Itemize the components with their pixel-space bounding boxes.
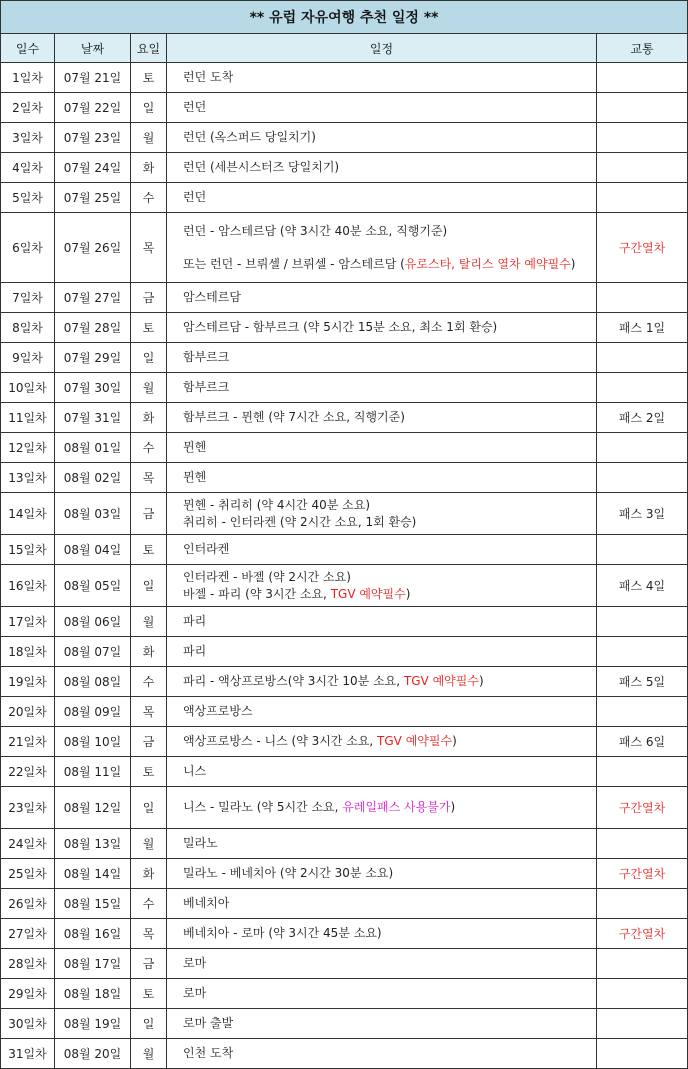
day-cell: 6일차 — [1, 213, 55, 283]
transport-cell: 패스 1일 — [597, 313, 688, 343]
table-row — [1, 565, 688, 607]
weekday-cell: 수 — [131, 889, 167, 919]
highlight-notice: 유레일패스 사용불가 — [342, 800, 451, 814]
plan-text: 인천 도착 — [183, 1046, 234, 1060]
weekday-cell: 금 — [131, 283, 167, 313]
transport-cell — [597, 949, 688, 979]
highlight-warning: TGV 예약필수 — [330, 586, 406, 601]
plan-text: 뮌헨 — [183, 440, 207, 454]
plan-cell — [167, 283, 597, 313]
table-row — [1, 63, 688, 93]
plan-line — [183, 469, 596, 486]
weekday-cell: 목 — [131, 463, 167, 493]
plan-text: 함부르크 — [183, 350, 230, 364]
plan-line — [183, 129, 596, 146]
plan-text: 함부르크 - 뮌헨 (약 7시간 소요, 직행기준) — [183, 410, 405, 424]
plan-line — [183, 586, 596, 603]
day-cell: 27일차 — [1, 919, 55, 949]
day-cell: 11일차 — [1, 403, 55, 433]
date-cell: 08월 05일 — [55, 565, 131, 607]
table-row — [1, 403, 688, 433]
day-cell: 7일차 — [1, 283, 55, 313]
plan-text: 니스 - 밀라노 (약 5시간 소요, — [183, 800, 343, 814]
table-row — [1, 889, 688, 919]
weekday-cell: 일 — [131, 93, 167, 123]
plan-cell — [167, 1009, 597, 1039]
plan-cell — [167, 637, 597, 667]
table-row — [1, 283, 688, 313]
table-row — [1, 607, 688, 637]
plan-line — [183, 223, 596, 240]
date-cell: 08월 03일 — [55, 493, 131, 535]
plan-cell — [167, 373, 597, 403]
table-row — [1, 667, 688, 697]
day-cell: 30일차 — [1, 1009, 55, 1039]
table-row — [1, 757, 688, 787]
plan-line — [183, 1015, 596, 1032]
date-cell: 08월 19일 — [55, 1009, 131, 1039]
table-row — [1, 859, 688, 889]
plan-text: 베네치아 — [183, 896, 230, 910]
transport-cell: 패스 3일 — [597, 493, 688, 535]
weekday-cell: 토 — [131, 313, 167, 343]
plan-line — [183, 703, 596, 720]
plan-line — [183, 985, 596, 1002]
weekday-cell: 화 — [131, 859, 167, 889]
table-row — [1, 463, 688, 493]
date-cell: 07월 30일 — [55, 373, 131, 403]
table-row — [1, 697, 688, 727]
plan-line — [183, 865, 596, 882]
transport-cell — [597, 463, 688, 493]
weekday-cell: 일 — [131, 1009, 167, 1039]
day-cell: 22일차 — [1, 757, 55, 787]
plan-line — [183, 409, 596, 426]
day-cell: 8일차 — [1, 313, 55, 343]
weekday-cell: 금 — [131, 949, 167, 979]
date-cell: 08월 07일 — [55, 637, 131, 667]
plan-text: 런던 (옥스퍼드 당일치기) — [183, 130, 316, 144]
table-title: ** 유럽 자유여행 추천 일정 ** — [1, 1, 688, 34]
highlight-warning: 유로스타, 탈리스 열차 예약필수 — [404, 256, 571, 271]
transport-cell — [597, 63, 688, 93]
plan-line — [183, 1045, 596, 1062]
plan-cell — [167, 343, 597, 373]
date-cell: 08월 01일 — [55, 433, 131, 463]
plan-line — [183, 319, 596, 336]
plan-text: 니스 — [183, 764, 207, 778]
day-cell: 2일차 — [1, 93, 55, 123]
transport-cell — [597, 153, 688, 183]
day-cell: 31일차 — [1, 1039, 55, 1069]
weekday-cell: 화 — [131, 637, 167, 667]
plan-line — [183, 289, 596, 306]
weekday-cell: 목 — [131, 697, 167, 727]
weekday-cell: 월 — [131, 829, 167, 859]
plan-cell — [167, 313, 597, 343]
day-cell: 21일차 — [1, 727, 55, 757]
plan-line — [183, 497, 596, 514]
transport-cell — [597, 697, 688, 727]
date-cell: 08월 18일 — [55, 979, 131, 1009]
day-cell: 4일차 — [1, 153, 55, 183]
date-cell: 08월 04일 — [55, 535, 131, 565]
plan-line — [183, 643, 596, 660]
plan-cell — [167, 153, 597, 183]
plan-cell — [167, 829, 597, 859]
plan-text: ) — [478, 674, 484, 688]
table-row — [1, 123, 688, 153]
date-cell: 08월 17일 — [55, 949, 131, 979]
plan-text: ) — [570, 256, 576, 271]
transport-cell — [597, 979, 688, 1009]
highlight-warning: TGV 예약필수 — [377, 734, 453, 748]
itinerary-rows — [1, 63, 688, 1069]
plan-line — [183, 835, 596, 852]
plan-cell — [167, 757, 597, 787]
plan-text: 파리 - 액상프로방스(약 3시간 10분 소요, — [183, 674, 404, 688]
weekday-cell: 목 — [131, 213, 167, 283]
weekday-cell: 월 — [131, 607, 167, 637]
plan-cell — [167, 433, 597, 463]
day-cell: 20일차 — [1, 697, 55, 727]
weekday-cell: 일 — [131, 787, 167, 829]
day-cell: 28일차 — [1, 949, 55, 979]
plan-line — [183, 541, 596, 558]
table-row — [1, 93, 688, 123]
date-cell: 08월 08일 — [55, 667, 131, 697]
day-cell: 5일차 — [1, 183, 55, 213]
transport-cell: 구간열차 — [597, 859, 688, 889]
plan-text: 런던 — [183, 100, 207, 114]
transport-cell: 구간열차 — [597, 919, 688, 949]
day-cell: 15일차 — [1, 535, 55, 565]
plan-line — [183, 613, 596, 630]
plan-line — [183, 763, 596, 780]
header-transport: 교통 — [597, 34, 688, 63]
plan-text: 밀라노 - 베네치아 (약 2시간 30분 소요) — [183, 866, 394, 880]
transport-cell — [597, 889, 688, 919]
date-cell: 07월 22일 — [55, 93, 131, 123]
plan-text: ) — [450, 800, 456, 814]
date-cell: 08월 11일 — [55, 757, 131, 787]
plan-line — [183, 349, 596, 366]
plan-text: 파리 — [183, 644, 207, 658]
plan-cell — [167, 859, 597, 889]
transport-cell — [597, 535, 688, 565]
plan-cell — [167, 463, 597, 493]
transport-cell: 구간열차 — [597, 213, 688, 283]
plan-text: 암스테르담 — [183, 290, 241, 304]
plan-line — [183, 733, 596, 750]
plan-cell — [167, 919, 597, 949]
plan-cell — [167, 123, 597, 153]
table-row — [1, 433, 688, 463]
plan-cell — [167, 213, 597, 283]
weekday-cell: 월 — [131, 123, 167, 153]
plan-text: 취리히 - 인터라켄 (약 2시간 소요, 1회 환승) — [183, 514, 417, 529]
plan-text: ) — [452, 734, 457, 748]
plan-text: 바젤 - 파리 (약 3시간 소요, — [183, 586, 331, 601]
transport-cell — [597, 373, 688, 403]
transport-cell — [597, 829, 688, 859]
day-cell: 18일차 — [1, 637, 55, 667]
date-cell: 07월 27일 — [55, 283, 131, 313]
table-row — [1, 1009, 688, 1039]
day-cell: 16일차 — [1, 565, 55, 607]
day-cell: 23일차 — [1, 787, 55, 829]
highlight-warning: TGV 예약필수 — [403, 674, 479, 688]
transport-cell — [597, 343, 688, 373]
table-row — [1, 343, 688, 373]
header-day: 일수 — [1, 34, 55, 63]
weekday-cell: 토 — [131, 63, 167, 93]
table-row — [1, 535, 688, 565]
table-row — [1, 727, 688, 757]
day-cell: 24일차 — [1, 829, 55, 859]
plan-line — [183, 799, 596, 816]
date-cell: 08월 09일 — [55, 697, 131, 727]
date-cell: 07월 28일 — [55, 313, 131, 343]
weekday-cell: 토 — [131, 979, 167, 1009]
date-cell: 07월 29일 — [55, 343, 131, 373]
plan-text: 런던 - 암스테르담 (약 3시간 40분 소요, 직행기준) — [183, 223, 448, 238]
date-cell: 08월 12일 — [55, 787, 131, 829]
plan-cell — [167, 93, 597, 123]
plan-line — [183, 256, 596, 273]
header-date: 날짜 — [55, 34, 131, 63]
transport-cell: 패스 6일 — [597, 727, 688, 757]
weekday-cell: 토 — [131, 757, 167, 787]
header-weekday: 요일 — [131, 34, 167, 63]
plan-text: 뮌헨 - 취리히 (약 4시간 40분 소요) — [183, 497, 370, 512]
date-cell: 08월 02일 — [55, 463, 131, 493]
plan-cell — [167, 607, 597, 637]
day-cell: 10일차 — [1, 373, 55, 403]
weekday-cell: 금 — [131, 727, 167, 757]
weekday-cell: 화 — [131, 403, 167, 433]
plan-line — [183, 895, 596, 912]
date-cell: 08월 15일 — [55, 889, 131, 919]
day-cell: 17일차 — [1, 607, 55, 637]
day-cell: 3일차 — [1, 123, 55, 153]
transport-cell: 구간열차 — [597, 787, 688, 829]
transport-cell: 패스 5일 — [597, 667, 688, 697]
day-cell: 9일차 — [1, 343, 55, 373]
date-cell: 07월 26일 — [55, 213, 131, 283]
plan-cell — [167, 403, 597, 433]
plan-text: 또는 런던 - 브뤼셀 / 브뤼셀 - 암스테르담 ( — [183, 256, 405, 271]
table-row — [1, 373, 688, 403]
plan-text: 런던 도착 — [183, 70, 234, 84]
transport-cell — [597, 607, 688, 637]
transport-cell — [597, 183, 688, 213]
transport-cell — [597, 1039, 688, 1069]
table-row — [1, 153, 688, 183]
weekday-cell: 금 — [131, 493, 167, 535]
plan-cell — [167, 493, 597, 535]
plan-cell — [167, 727, 597, 757]
plan-cell — [167, 565, 597, 607]
plan-text: 밀라노 — [183, 836, 218, 850]
day-cell: 12일차 — [1, 433, 55, 463]
date-cell: 07월 23일 — [55, 123, 131, 153]
plan-line — [183, 673, 596, 690]
plan-line — [183, 569, 596, 586]
date-cell: 07월 31일 — [55, 403, 131, 433]
plan-cell — [167, 979, 597, 1009]
plan-cell — [167, 535, 597, 565]
date-cell: 08월 10일 — [55, 727, 131, 757]
plan-cell — [167, 697, 597, 727]
date-cell: 07월 24일 — [55, 153, 131, 183]
weekday-cell: 수 — [131, 183, 167, 213]
date-cell: 08월 20일 — [55, 1039, 131, 1069]
table-row — [1, 213, 688, 283]
day-cell: 14일차 — [1, 493, 55, 535]
plan-line — [183, 379, 596, 396]
plan-text: 액상프로방스 — [183, 704, 253, 718]
weekday-cell: 수 — [131, 667, 167, 697]
plan-cell — [167, 949, 597, 979]
transport-cell — [597, 283, 688, 313]
day-cell: 19일차 — [1, 667, 55, 697]
weekday-cell: 월 — [131, 1039, 167, 1069]
weekday-cell: 목 — [131, 919, 167, 949]
date-cell: 07월 25일 — [55, 183, 131, 213]
weekday-cell: 토 — [131, 535, 167, 565]
weekday-cell: 수 — [131, 433, 167, 463]
date-cell: 08월 14일 — [55, 859, 131, 889]
plan-text: 파리 — [183, 614, 207, 628]
day-cell: 13일차 — [1, 463, 55, 493]
plan-line — [183, 955, 596, 972]
transport-cell — [597, 433, 688, 463]
day-cell: 26일차 — [1, 889, 55, 919]
plan-text: 인터라켄 — [183, 542, 230, 556]
date-cell: 08월 06일 — [55, 607, 131, 637]
table-row — [1, 183, 688, 213]
table-row — [1, 979, 688, 1009]
plan-text: 함부르크 — [183, 380, 230, 394]
plan-text: 뮌헨 — [183, 470, 207, 484]
plan-cell — [167, 889, 597, 919]
plan-line — [183, 159, 596, 176]
plan-cell — [167, 63, 597, 93]
table-row — [1, 637, 688, 667]
weekday-cell: 일 — [131, 343, 167, 373]
plan-text: 로마 출발 — [183, 1016, 234, 1030]
plan-cell — [167, 787, 597, 829]
transport-cell — [597, 93, 688, 123]
day-cell: 1일차 — [1, 63, 55, 93]
table-row — [1, 313, 688, 343]
plan-line — [183, 925, 596, 942]
weekday-cell: 월 — [131, 373, 167, 403]
plan-line — [183, 99, 596, 116]
table-row — [1, 1039, 688, 1069]
weekday-cell: 화 — [131, 153, 167, 183]
transport-cell — [597, 637, 688, 667]
table-row — [1, 787, 688, 829]
plan-text: 로마 — [183, 956, 207, 970]
plan-text: 런던 — [183, 190, 207, 204]
plan-cell — [167, 667, 597, 697]
plan-line — [183, 439, 596, 456]
table-row — [1, 493, 688, 535]
plan-text: 런던 (세븐시스터즈 당일치기) — [183, 160, 340, 174]
plan-line — [183, 69, 596, 86]
transport-cell — [597, 123, 688, 153]
table-row — [1, 919, 688, 949]
plan-text: 암스테르담 - 함부르크 (약 5시간 15분 소요, 최소 1회 환승) — [183, 320, 498, 334]
transport-cell: 패스 2일 — [597, 403, 688, 433]
transport-cell — [597, 1009, 688, 1039]
plan-text: 액상프로방스 - 니스 (약 3시간 소요, — [183, 734, 378, 748]
date-cell: 08월 16일 — [55, 919, 131, 949]
plan-text: ) — [405, 586, 411, 601]
day-cell: 25일차 — [1, 859, 55, 889]
plan-cell — [167, 1039, 597, 1069]
header-plan: 일정 — [167, 34, 597, 63]
date-cell: 08월 13일 — [55, 829, 131, 859]
plan-line — [183, 514, 596, 531]
plan-text: 로마 — [183, 986, 207, 1000]
plan-text: 베네치아 - 로마 (약 3시간 45분 소요) — [183, 926, 382, 940]
table-row — [1, 949, 688, 979]
plan-line — [183, 189, 596, 206]
table-row — [1, 829, 688, 859]
day-cell: 29일차 — [1, 979, 55, 1009]
date-cell: 07월 21일 — [55, 63, 131, 93]
transport-cell: 패스 4일 — [597, 565, 688, 607]
weekday-cell: 일 — [131, 565, 167, 607]
plan-cell — [167, 183, 597, 213]
transport-cell — [597, 757, 688, 787]
plan-text: 인터라켄 - 바젤 (약 2시간 소요) — [183, 569, 351, 584]
